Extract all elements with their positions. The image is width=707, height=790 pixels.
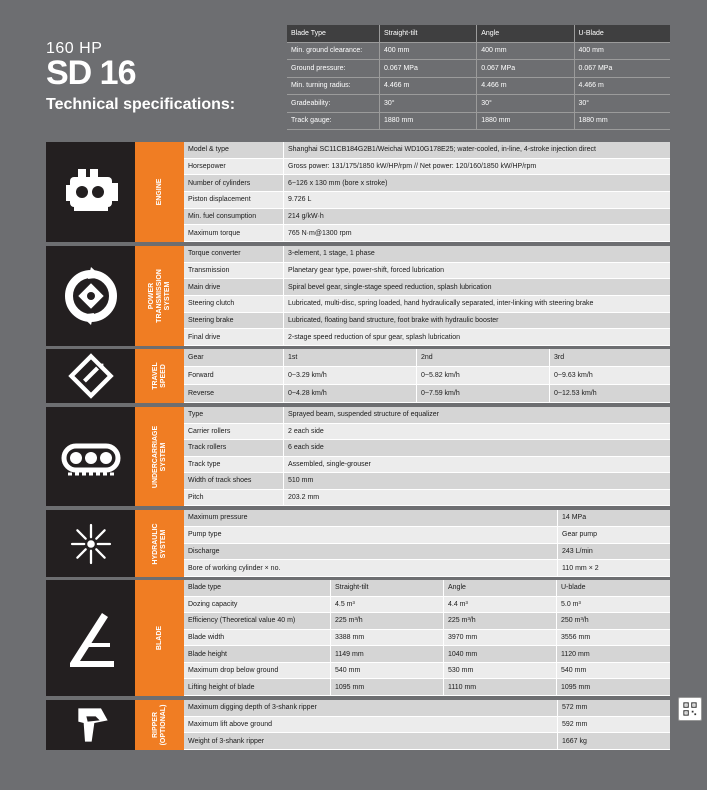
spec-value: 1095 mm xyxy=(330,679,443,695)
spec-value: 3-element, 1 stage, 1 phase xyxy=(283,246,670,262)
label-line: SYSTEM xyxy=(159,529,167,558)
table-row xyxy=(184,597,670,614)
spec-label: Horsepower xyxy=(188,163,226,170)
ripper-icon xyxy=(69,703,113,747)
spec-value: 1st xyxy=(283,349,416,366)
table-cell: 1880 mm xyxy=(477,112,574,130)
table-row xyxy=(287,42,670,60)
spec-value: 4.4 m³ xyxy=(443,597,556,613)
travel-speed-icon xyxy=(67,352,115,400)
spec-value: 2 each side xyxy=(283,424,670,440)
table-cell: 0.067 MPa xyxy=(380,60,477,78)
spec-label: Maximum torque xyxy=(188,229,241,237)
section-label xyxy=(152,705,168,746)
spec-value: 3970 mm xyxy=(443,630,556,646)
table-row xyxy=(184,329,670,346)
table-row xyxy=(184,407,670,424)
table-cell: Ground pressure: xyxy=(287,60,380,78)
spec-label: Steering brake xyxy=(188,317,234,325)
spec-label: Track type xyxy=(188,460,221,468)
label-line: (OPTIONAL) xyxy=(159,704,167,746)
table-row xyxy=(184,296,670,313)
section-label xyxy=(152,523,168,564)
table-cell: Gradeability: xyxy=(287,95,380,113)
spec-value: 592 mm xyxy=(557,717,670,733)
spec-label: Blade width xyxy=(188,634,225,642)
spec-label: Reverse xyxy=(188,390,215,397)
spec-value: 0~9.63 km/h xyxy=(549,367,670,384)
spec-value: 3388 mm xyxy=(330,630,443,646)
table-row xyxy=(184,209,670,226)
spec-value: 1149 mm xyxy=(330,646,443,662)
spec-value: 2-stage speed reduction of spur gear, splash lubrication xyxy=(283,329,670,345)
spec-label: Number of cylinders xyxy=(188,179,251,187)
spec-value: 0~3.29 km/h xyxy=(283,367,416,384)
table-header-cell: Straight-tilt xyxy=(380,25,477,42)
spec-value: 0~5.82 km/h xyxy=(416,367,549,384)
spec-label: Maximum digging depth of 3-shank ripper xyxy=(188,704,317,712)
table-row xyxy=(184,440,670,457)
spec-value: 0~12.53 km/h xyxy=(549,385,670,402)
label-line: TRAVEL xyxy=(151,362,159,390)
spec-label: Carrier rollers xyxy=(188,427,231,435)
spec-value: 3556 mm xyxy=(556,630,670,646)
table-cell: 400 mm xyxy=(574,42,670,60)
spec-value: Assembled, single-grouser xyxy=(283,457,670,473)
table-row xyxy=(184,613,670,630)
label-line: RIPPER xyxy=(151,711,159,739)
table-cell: Min. turning radius: xyxy=(287,77,380,95)
spec-value: 9.726 L xyxy=(283,192,670,208)
table-row xyxy=(184,473,670,490)
spec-label: Final drive xyxy=(188,333,221,341)
spec-label: Width of track shoes xyxy=(188,477,252,485)
spec-value: 765 N·m@1300 rpm xyxy=(283,225,670,241)
label-line: TRANSMISSION xyxy=(155,269,163,323)
table-row xyxy=(184,192,670,209)
blade-section xyxy=(46,580,670,696)
spec-value: 572 mm xyxy=(557,700,670,716)
spec-label: Min. fuel consumption xyxy=(188,213,257,221)
label-line: UNDERCARRIAGE xyxy=(151,425,159,488)
table-cell: 30° xyxy=(477,95,574,113)
spec-value: Straight-tilt xyxy=(330,580,443,596)
table-row xyxy=(184,424,670,441)
spec-label: Weight of 3-shank ripper xyxy=(188,737,265,745)
spec-label: Track rollers xyxy=(188,444,227,452)
spec-value: Gear pump xyxy=(557,527,670,543)
spec-value: Sprayed beam, suspended structure of equalizer xyxy=(283,407,670,423)
undercarriage-section xyxy=(46,407,670,506)
spec-label: Blade height xyxy=(188,650,227,658)
track-icon xyxy=(58,424,124,490)
blade-type-table xyxy=(287,25,670,130)
spec-value: 540 mm xyxy=(330,663,443,679)
spec-label: Pitch xyxy=(188,493,204,501)
spec-label: Maximum lift above ground xyxy=(188,721,273,728)
table-cell: 400 mm xyxy=(477,42,574,60)
table-cell: 4.466 m xyxy=(574,77,670,95)
table-row xyxy=(184,175,670,192)
section-label xyxy=(152,425,168,487)
spec-value: 110 mm × 2 xyxy=(557,560,670,576)
page-subtitle: Technical specifications: xyxy=(46,96,236,113)
section-label: BLADE xyxy=(155,625,163,651)
table-row xyxy=(184,457,670,474)
engine-icon xyxy=(58,159,124,225)
table-cell: 4.466 m xyxy=(477,77,574,95)
spec-value: 1667 kg xyxy=(557,733,670,749)
power-transmission-section xyxy=(46,246,670,346)
table-cell: 0.067 MPa xyxy=(574,60,670,78)
spec-label: Forward xyxy=(188,372,214,379)
table-row xyxy=(184,385,670,403)
label-line: POWER xyxy=(147,282,155,310)
spec-value: 3rd xyxy=(549,349,670,366)
spec-value: 510 mm xyxy=(283,473,670,489)
spec-value: Angle xyxy=(443,580,556,596)
spec-value: 214 g/kW·h xyxy=(283,209,670,225)
table-row xyxy=(184,679,670,696)
spec-label: Piston displacement xyxy=(188,196,251,204)
table-cell: Min. ground clearance: xyxy=(287,42,380,60)
table-cell: 1880 mm xyxy=(380,112,477,130)
table-cell: 1880 mm xyxy=(574,112,670,130)
table-row xyxy=(184,225,670,242)
table-row xyxy=(184,646,670,663)
spec-value: 0~7.59 km/h xyxy=(416,385,549,402)
spec-label: Torque converter xyxy=(188,250,241,258)
table-cell: 0.067 MPa xyxy=(477,60,574,78)
table-cell: 30° xyxy=(574,95,670,113)
spec-value: 225 m³/h xyxy=(330,613,443,629)
qr-code-icon[interactable] xyxy=(678,697,702,721)
table-row xyxy=(287,60,670,78)
table-cell: Track gauge: xyxy=(287,112,380,130)
table-header-cell: U-Blade xyxy=(574,25,670,42)
table-cell: 400 mm xyxy=(380,42,477,60)
table-row xyxy=(287,112,670,130)
spec-value: 1120 mm xyxy=(556,646,670,662)
label-line: SPEED xyxy=(159,364,167,388)
table-row xyxy=(287,95,670,113)
table-row xyxy=(184,580,670,597)
transmission-icon xyxy=(58,263,124,329)
table-row xyxy=(184,544,670,561)
spec-value: Lubricated, multi-disc, spring loaded, hand hydraulically separated, inter-linking with steering brake xyxy=(283,296,670,312)
spec-value: 540 mm xyxy=(556,663,670,679)
spec-label: Type xyxy=(188,411,204,419)
table-row xyxy=(184,349,670,367)
table-cell: 30° xyxy=(380,95,477,113)
spec-value: U-blade xyxy=(556,580,670,596)
horsepower-heading: 160 HP xyxy=(46,40,103,57)
spec-value: 6−126 x 130 mm (bore x stroke) xyxy=(283,175,670,191)
spec-value: 530 mm xyxy=(443,663,556,679)
qr-code-glyph xyxy=(683,702,697,716)
table-row xyxy=(184,367,670,385)
label-line: SYSTEM xyxy=(163,281,171,311)
spec-label: Steering clutch xyxy=(188,300,235,308)
spec-value: 243 L/min xyxy=(557,544,670,560)
blade-icon xyxy=(58,605,124,671)
spec-label: Bore of working cylinder × no. xyxy=(188,564,281,572)
label-line: SYSTEM xyxy=(159,442,167,471)
hydraulic-icon xyxy=(66,519,116,569)
spec-value: 4.5 m³ xyxy=(330,597,443,613)
spec-label: Discharge xyxy=(188,547,220,555)
table-row xyxy=(184,733,670,750)
table-header-cell: Angle xyxy=(477,25,574,42)
model-title: SD 16 xyxy=(46,54,136,92)
spec-label: Lifting height of blade xyxy=(188,683,255,691)
spec-label: Blade type xyxy=(188,584,222,592)
section-label xyxy=(152,362,168,389)
table-row xyxy=(184,313,670,330)
table-row xyxy=(184,246,670,263)
spec-value: 1095 mm xyxy=(556,679,670,695)
spec-value: 1040 mm xyxy=(443,646,556,662)
spec-value: 5.0 m³ xyxy=(556,597,670,613)
table-row xyxy=(184,510,670,527)
table-cell: 4.466 m xyxy=(380,77,477,95)
label-line: HYDRAULIC xyxy=(151,522,159,565)
engine-section xyxy=(46,142,670,242)
spec-label: Transmission xyxy=(188,267,230,274)
spec-label: Maximum pressure xyxy=(188,514,248,522)
travel-speed-section xyxy=(46,349,670,403)
table-row xyxy=(184,527,670,544)
spec-value: Planetary gear type, power-shift, forced lubrication xyxy=(283,263,670,279)
table-row xyxy=(184,560,670,577)
table-row xyxy=(184,630,670,647)
table-row xyxy=(184,700,670,717)
table-row xyxy=(184,159,670,176)
spec-value: 225 m³/h xyxy=(443,613,556,629)
table-row xyxy=(184,663,670,680)
section-label: ENGINE xyxy=(155,178,163,206)
spec-value: 2nd xyxy=(416,349,549,366)
spec-label: Pump type xyxy=(188,531,222,539)
spec-value: 203.2 mm xyxy=(283,490,670,506)
spec-label: Gear xyxy=(188,354,204,361)
spec-value: 14 MPa xyxy=(557,510,670,526)
table-row xyxy=(184,490,670,507)
spec-label: Model & type xyxy=(188,146,229,154)
section-label xyxy=(148,269,172,323)
table-header-row xyxy=(287,25,670,42)
spec-value: 6 each side xyxy=(283,440,670,456)
spec-value: 1110 mm xyxy=(443,679,556,695)
spec-label: Dozing capacity xyxy=(188,600,238,608)
spec-value: Gross power: 131/175/1850 kW/HP/rpm // Net power: 120/160/1850 kW/HP/rpm xyxy=(283,159,670,175)
spec-value: Spiral bevel gear, single-stage speed reduction, splash lubrication xyxy=(283,279,670,295)
table-header-cell: Blade Type xyxy=(287,25,380,42)
spec-value: Lubricated, floating band structure, foot brake with hydraulic booster xyxy=(283,313,670,329)
hydraulic-section xyxy=(46,510,670,577)
table-row xyxy=(287,77,670,95)
spec-value: Shanghai SC11CB184G2B1/Weichai WD10G178E25; water-cooled, in-line, 4-stroke injection direct xyxy=(283,142,670,158)
spec-label: Efficiency (Theoretical value 40 m) xyxy=(188,617,296,625)
table-row xyxy=(184,717,670,734)
spec-value: 0~4.28 km/h xyxy=(283,385,416,402)
ripper-section xyxy=(46,700,670,750)
spec-label: Main drive xyxy=(188,283,221,291)
spec-label: Maximum drop below ground xyxy=(188,667,279,675)
spec-value: 250 m³/h xyxy=(556,613,670,629)
table-row xyxy=(184,142,670,159)
table-row xyxy=(184,263,670,280)
table-row xyxy=(184,279,670,296)
